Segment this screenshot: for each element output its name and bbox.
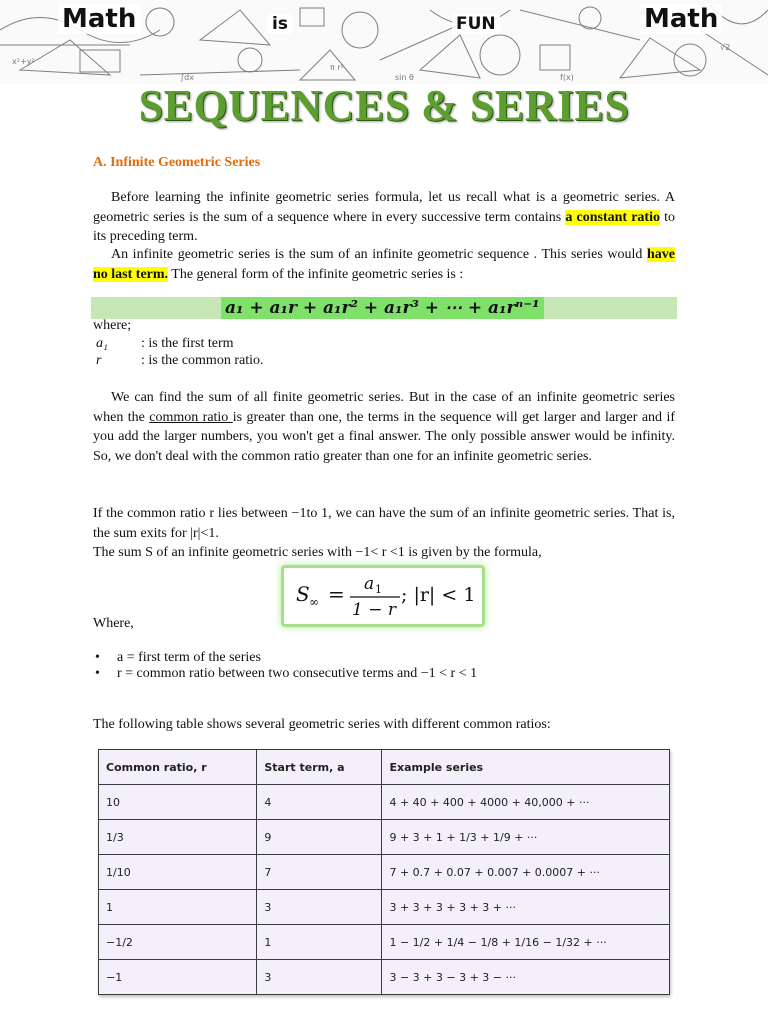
intro-paragraph: [93, 188, 675, 247]
cell-series: 7 + 0.7 + 0.07 + 0.007 + 0.0007 + ···: [382, 855, 670, 890]
intro-text-b: to its preceding term.: [93, 209, 675, 244]
cell-ratio: 1/3: [99, 820, 257, 855]
math-doodle-banner: [0, 0, 768, 84]
cell-start: 3: [257, 960, 382, 995]
table-header-row: [99, 750, 670, 785]
cell-series: 1 − 1/2 + 1/4 − 1/8 + 1/16 − 1/32 + ···: [382, 925, 670, 960]
bullet-first-term: a = first term of the series: [117, 650, 261, 665]
section-heading: A. Infinite Geometric Series: [93, 155, 261, 170]
sum-subscript: ∞: [309, 595, 319, 609]
sum-formula: [284, 568, 482, 624]
symbol-common-ratio: r: [96, 353, 102, 368]
variable-list: [93, 650, 477, 682]
cell-ratio: 1/10: [99, 855, 257, 890]
convergence-line-1: If the common ratio r lies between −1to 1, we can have the sum of an infinite geometric series. That is, the sum exits for |r|<1.: [93, 506, 675, 541]
list-item: [93, 666, 477, 682]
header-example-series: Example series: [382, 750, 670, 785]
svg-text:x²+y²: x²+y²: [12, 57, 35, 66]
bullet-common-ratio: r = common ratio between two consecutive terms and −1 < r < 1: [117, 666, 478, 681]
cell-start: 9: [257, 820, 382, 855]
svg-text:sin θ: sin θ: [395, 73, 414, 82]
cell-start: 3: [257, 890, 382, 925]
highlight-no-last-term: have no last term.: [93, 247, 675, 282]
cell-start: 7: [257, 855, 382, 890]
sum-numerator: a: [364, 574, 375, 594]
cell-ratio: 10: [99, 785, 257, 820]
sum-denominator: 1 − r: [352, 600, 396, 620]
sum-formula-box: [281, 565, 485, 627]
table-row: [99, 820, 670, 855]
where-label: where;: [93, 318, 132, 333]
page-title: SEQUENCES & SERIES: [138, 81, 630, 130]
infinite-definition-paragraph: [93, 245, 675, 284]
geometric-series-table: [98, 749, 670, 995]
cell-ratio: −1: [99, 960, 257, 995]
svg-text:√2: √2: [720, 43, 731, 52]
sum-condition: ; |r| < 1: [401, 584, 476, 606]
banner-word-math-left: Math: [58, 4, 140, 34]
ratio-text-a: We can find the sum of all finite geometric series. But in the case of an infinite geometric series when the: [93, 390, 675, 425]
definition-text-b: The general form of the infinite geometric series is :: [168, 266, 464, 282]
banner-word-is: is: [268, 14, 292, 34]
cell-start: 4: [257, 785, 382, 820]
cell-ratio: 1: [99, 890, 257, 925]
convergence-paragraph: [93, 504, 675, 563]
svg-text:f(x): f(x): [560, 73, 574, 82]
svg-text:∫dx: ∫dx: [180, 73, 194, 82]
cell-series: 4 + 40 + 400 + 4000 + 40,000 + ···: [382, 785, 670, 820]
svg-text:π r²: π r²: [330, 63, 344, 72]
definition-text-a: An infinite geometric series is the sum of an infinite geometric sequence . This series would: [111, 247, 647, 262]
table-row: [99, 855, 670, 890]
list-item: [93, 650, 477, 666]
sum-lhs: S: [296, 582, 310, 606]
cell-start: 1: [257, 925, 382, 960]
symbol-first-term: a₁: [96, 336, 108, 351]
bullet-icon: •: [95, 650, 100, 665]
cell-ratio: −1/2: [99, 925, 257, 960]
where-label-2: Where,: [93, 616, 134, 631]
table-intro: The following table shows several geometric series with different common ratios:: [93, 717, 551, 732]
underlined-common-ratio: common ratio: [149, 409, 233, 425]
cell-series: 3 + 3 + 3 + 3 + 3 + ···: [382, 890, 670, 925]
desc-common-ratio: : is the common ratio.: [141, 353, 264, 368]
ratio-text-b: is greater than one, the terms in the sequence will get larger and larger and if you add the larger numbers, you won't get a final answer. The only possible answer would be infinity. So, we don't deal with the common ratio greater than one for an infinite geometric series.: [93, 409, 675, 464]
table-row: [99, 925, 670, 960]
sum-equals: =: [328, 582, 345, 606]
desc-first-term: : is the first term: [141, 336, 234, 351]
intro-text-a: Before learning the infinite geometric series formula, let us recall what is a geometric series. A geometric series is the sum of a sequence where in every successive term contains: [93, 190, 675, 225]
sum-numerator-sub: 1: [375, 583, 382, 596]
table-row: [99, 890, 670, 925]
bullet-icon: •: [95, 666, 100, 681]
general-form-formula: a₁ + a₁r + a₁r² + a₁r³ + ⋯ + a₁rⁿ⁻¹: [221, 297, 544, 319]
cell-series: 9 + 3 + 1 + 1/3 + 1/9 + ···: [382, 820, 670, 855]
highlight-constant-ratio: a constant ratio: [565, 209, 660, 225]
table-row: [99, 785, 670, 820]
banner-word-math-right: Math: [640, 4, 722, 34]
table-row: [99, 960, 670, 995]
header-common-ratio: Common ratio, r: [99, 750, 257, 785]
ratio-explanation-paragraph: [93, 388, 675, 466]
cell-series: 3 − 3 + 3 − 3 + 3 − ···: [382, 960, 670, 995]
banner-word-fun: FUN: [452, 14, 500, 34]
header-start-term: Start term, a: [257, 750, 382, 785]
convergence-line-2: The sum S of an infinite geometric series with −1< r <1 is given by the formula,: [93, 545, 542, 560]
